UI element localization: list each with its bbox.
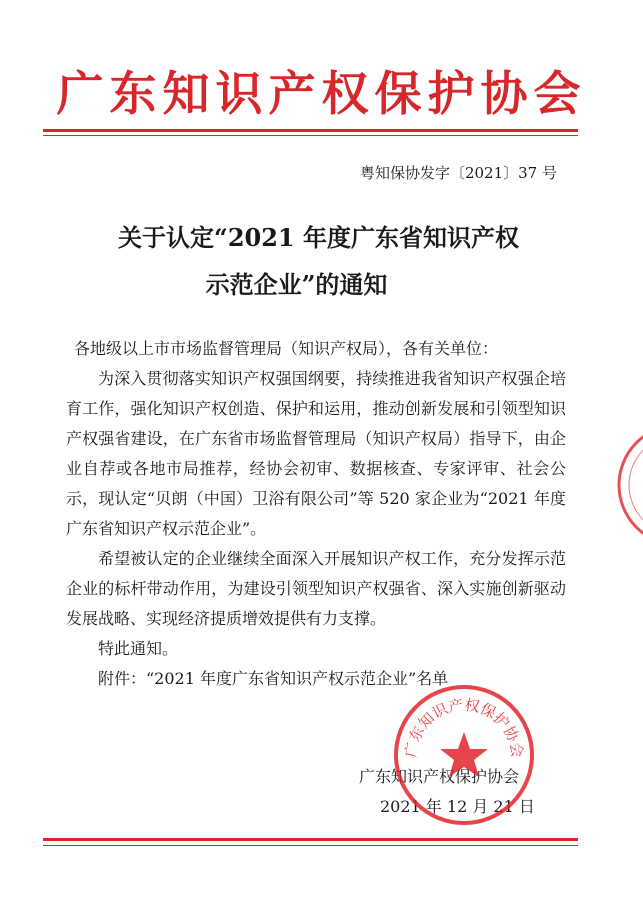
closing-line: 特此通知。 [98,639,179,658]
attachment-line: 附件：“2021 年度广东省知识产权示范企业”名单 [98,669,449,688]
notice-body [66,334,566,694]
signature-organization: 广东知识产权保护协会 [359,767,520,786]
body-paragraph-2: 希望被认定的企业继续全面深入开展知识产权工作，充分发挥示范企业的标杆带动作用，为建设引领型知识产权强省、深入实施创新驱动发展战略、实现经济提质增效提供有力支撑。 [66,549,566,628]
document-number: 粤知保协发字〔2021〕37 号 [359,164,557,182]
footer-rule-thin [43,845,578,846]
partial-seal-icon [613,420,643,550]
official-seal-icon [389,680,539,830]
salutation: 各地级以上市市场监督管理局（知识产权局），各有关单位： [74,339,499,358]
notice-title-line-1: 关于认定“2021 年度广东省知识产权 [118,223,519,252]
seal-text: 广东知识产权保护协会 [401,695,527,759]
header-rule-thick [43,129,578,132]
header-rule-thin [43,135,578,136]
body-paragraph-1: 为深入贯彻落实知识产权强国纲要，持续推进我省知识产权强企培育工作，强化知识产权创造、保护和运用，推动创新发展和引领型知识产权强省建设，在广东省市场监督管理局（知识产权局）指导下，由企业自荐或各地市局推荐，经协会初审、数据核查、专家评审、社会公示，现认定“贝朗（中国）卫浴有限公司”等 520 家企业为“2021 年度广东省知识产权示范企业”。 [66,369,566,538]
footer-rule-thick [43,838,578,841]
notice-title-line-2: 示范企业”的通知 [205,270,388,299]
organization-title: 广东知识产权保护协会 [56,67,587,122]
signature-date: 2021 年 12 月 21 日 [380,797,535,816]
